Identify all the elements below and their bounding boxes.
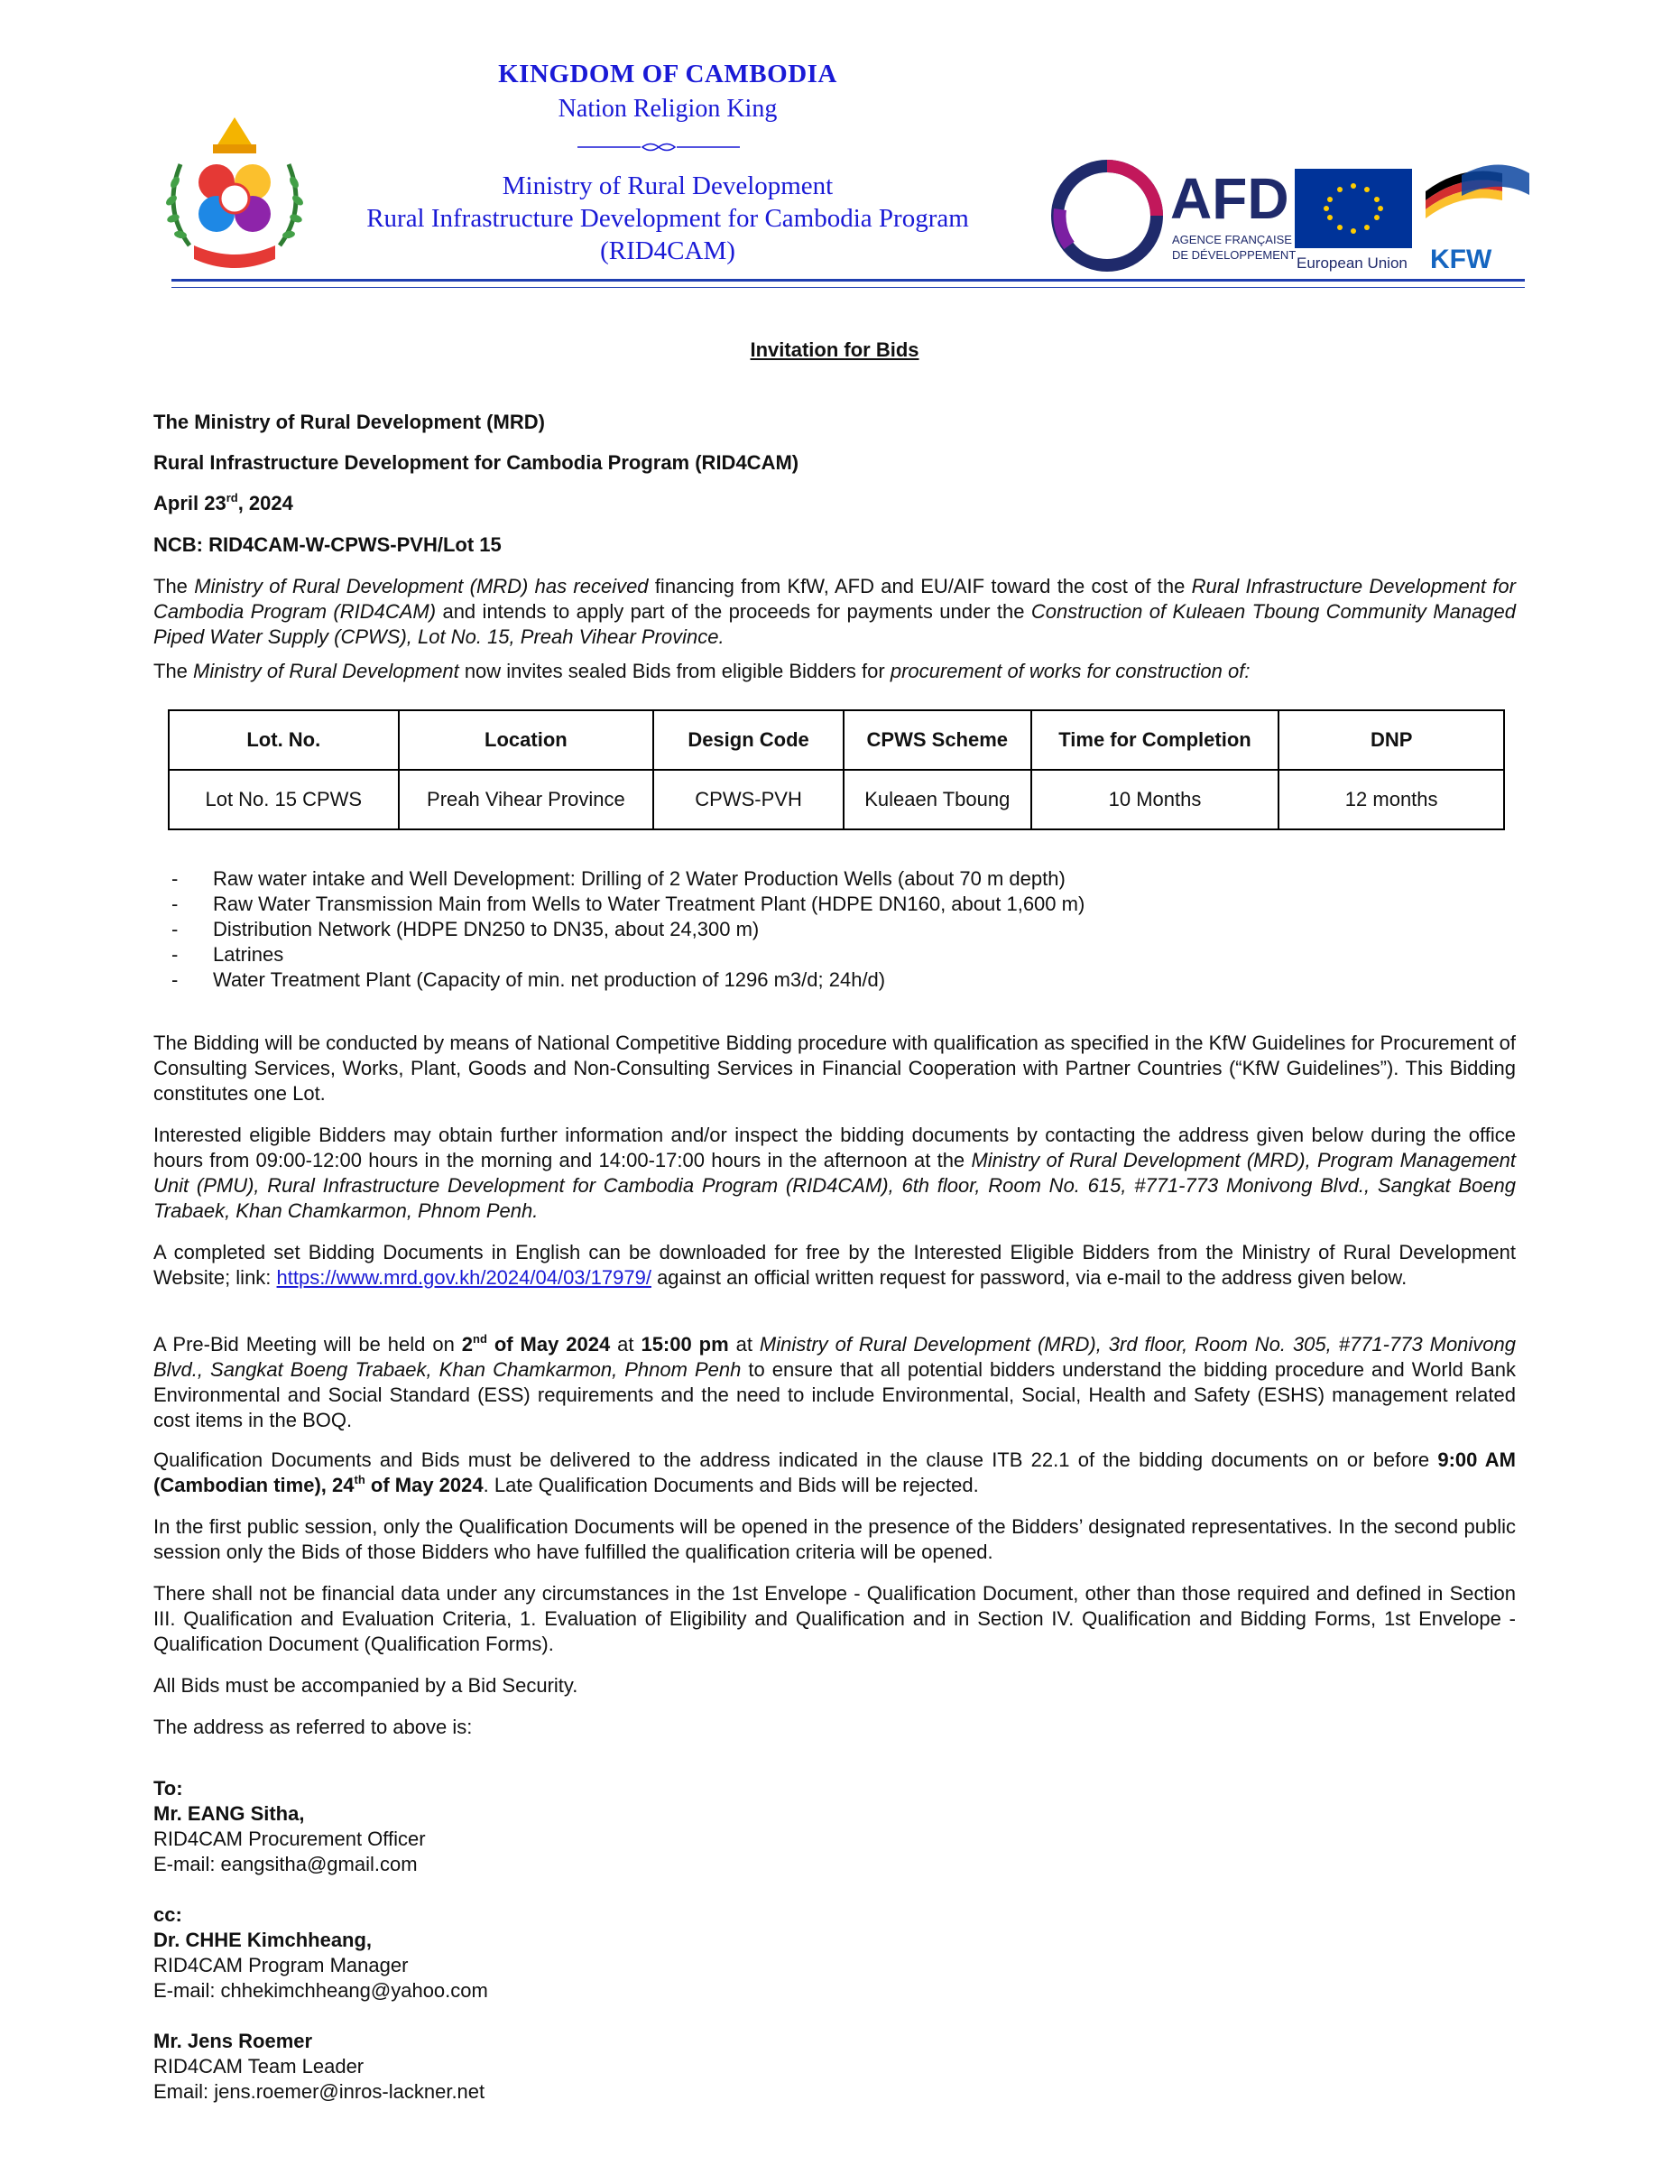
contact-role: RID4CAM Program Manager (153, 1954, 409, 1976)
afd-logo-subtitle-1: AGENCE FRANÇAISE (1172, 233, 1292, 246)
pre-bid-meeting-paragraph (153, 1332, 1516, 1433)
letterhead (0, 0, 1680, 298)
table-header-cell: Lot. No. (169, 710, 399, 770)
text-run: of May 2024 (365, 1474, 484, 1496)
eu-flag-logo (1295, 169, 1412, 248)
financial-data-paragraph: There shall not be financial data under any circumstances in the 1st Envelope - Qualification Document, other than those required and defined in Section III. Qualification and Evaluation Criteria, 1. Evaluation of Eligibility and Qualification and in Section IV. Qualification and Bidding Forms, 1st Envelope - Qualification Document (Qualification Forms). (153, 1582, 1516, 1655)
table-header-cell: DNP (1278, 710, 1504, 770)
text-run: A Pre-Bid Meeting will be held on (153, 1333, 462, 1356)
eu-logo-text: European Union (1297, 254, 1408, 272)
program-line: Rural Infrastructure Development for Cambodia Program (RID4CAM) (153, 451, 799, 474)
text-run: and intends to apply part of the proceeds for payments under the (436, 600, 1031, 623)
ministry-emblem-logo (153, 110, 316, 282)
contact-block (153, 1776, 488, 2130)
partner-logos (1051, 155, 1534, 277)
text-run: 15:00 pm (641, 1333, 729, 1356)
national-motto: Nation Religion King (558, 95, 778, 123)
date-suffix: rd (226, 491, 238, 504)
contact-role: RID4CAM Procurement Officer (153, 1828, 426, 1850)
bid-security-paragraph: All Bids must be accompanied by a Bid Security. (153, 1674, 578, 1697)
lot-table (168, 709, 1505, 830)
table-cell: 10 Months (1031, 770, 1279, 829)
ncb-reference: NCB: RID4CAM-W-CPWS-PVH/Lot 15 (153, 533, 502, 556)
text-run: Qualification Documents and Bids must be delivered to the address indicated in the clause ITB 22.1 of the bidding documents on or before (153, 1448, 1438, 1471)
date-year: , 2024 (237, 492, 293, 514)
text-run: 9:00 AM (Cambodian time), 24 (153, 1448, 1516, 1496)
table-header-cell: CPWS Scheme (844, 710, 1031, 770)
contact-name: Dr. CHHE Kimchheang, (153, 1929, 373, 1951)
text-run: A completed set Bidding Documents in English can be downloaded for free by the Interested Eligible Bidders from the Ministry of Rural Development Website; link: (153, 1241, 1516, 1289)
list-item: - Distribution Network (HDPE DN250 to DN35, about 24,300 m) (153, 917, 1085, 942)
text-run: at (610, 1333, 642, 1356)
text-run: Ministry of Rural Development (MRD) has received (194, 575, 649, 597)
deadline-paragraph (153, 1448, 1516, 1498)
download-paragraph (153, 1240, 1516, 1291)
cc-label: cc: (153, 1903, 182, 1926)
date-text: April 23 (153, 492, 226, 514)
text-run: Ministry of Rural Development (MRD), 3rd floor, Room No. 305, #771-773 Monivong Blvd., Sangkat Boeng Trabaek, Khan Chamkarmon, Phnom Penh (153, 1333, 1517, 1381)
list-item: - Raw water intake and Well Development: Drilling of 2 Water Production Wells (about 70 m depth) (153, 866, 1085, 892)
issuer-line: The Ministry of Rural Development (MRD) (153, 411, 545, 433)
works-list (153, 866, 1085, 993)
kingdom-heading (379, 60, 956, 124)
afd-logo-subtitle-2: DE DÉVELOPPEMENT (1172, 248, 1297, 262)
document-title: Invitation for Bids (750, 338, 919, 361)
table-cell: Kuleaen Tboung (844, 770, 1031, 829)
kfw-logo-text: KFW (1430, 245, 1492, 274)
inspection-paragraph (153, 1123, 1516, 1224)
contact-email: E-mail: chhekimchheang@yahoo.com (153, 1979, 488, 2002)
list-item: - Latrines (153, 942, 1085, 967)
text-run: Construction of Kuleaen Tboung Community Managed Piped Water Supply (CPWS), Lot No. 15, Preah Vihear Province. (153, 600, 1517, 648)
list-item: - Water Treatment Plant (Capacity of min. net production of 1296 m3/d; 24h/d) (153, 967, 1085, 993)
to-label: To: (153, 1777, 183, 1800)
contact-team-leader (153, 2029, 488, 2105)
afd-ring-logo (1057, 166, 1157, 265)
text-run: th (354, 1473, 365, 1486)
table-cell: CPWS-PVH (653, 770, 844, 829)
text-run: financing from KfW, AFD and EU/AIF toward the cost of the (648, 575, 1192, 597)
text-run: The (153, 575, 195, 597)
date-line (153, 491, 293, 516)
text-run: to ensure that all potential bidders understand the bidding procedure and World Bank Environmental and Social Standard (ESS) requirements and the need to include Environmental, Social, Health and Safety (ESHS) management related cost items in the BOQ. (153, 1358, 1516, 1431)
text-run: Ministry of Rural Development (193, 660, 459, 682)
list-item: - Raw Water Transmission Main from Wells to Water Treatment Plant (HDPE DN160, about 1,600 m) (153, 892, 1085, 917)
decorative-ornament-divider (577, 141, 740, 153)
contact-name: Mr. Jens Roemer (153, 2030, 313, 2052)
contact-cc (153, 1902, 488, 2004)
text-run: Ministry of Rural Development (MRD), Program Management Unit (PMU), Rural Infrastructure Development for Cambodia Program (RID4CAM), 6th floor, Room No. 615, #771-773 Monivong Blvd., Sangkat Boeng Trabaek, Khan Chamkarmon, Phnom Penh. (153, 1149, 1516, 1222)
text-run: at (728, 1333, 760, 1356)
table-header-cell: Design Code (653, 710, 844, 770)
bidding-procedure-paragraph: The Bidding will be conducted by means of National Competitive Bidding procedure with qualification as specified in the KfW Guidelines for Procurement of Consulting Services, Works, Plant, Goods and Non-Consulting Services in Financial Cooperation with Partner Countries (“KfW Guidelines”). This Bidding constitutes one Lot. (153, 1032, 1516, 1105)
program-abbreviation: (RID4CAM) (600, 236, 735, 265)
table-row (169, 770, 1504, 829)
ministry-heading (343, 170, 992, 267)
text-run: Interested eligible Bidders may obtain further information and/or inspect the bidding documents by contacting the address given below during the office hours from 09:00-12:00 hours in the morning and 14:00-17:00 hours in the afternoon at the (153, 1124, 1516, 1171)
afd-logo-text: AFD (1170, 166, 1289, 231)
contact-email: Email: jens.roemer@inros-lackner.net (153, 2080, 485, 2103)
table-header-row (169, 710, 1504, 770)
bidding-documents-link[interactable]: https://www.mrd.gov.kh/2024/04/03/17979/ (276, 1266, 651, 1289)
text-run: of May 2024 (486, 1333, 611, 1356)
invitation-paragraph (153, 659, 1516, 684)
contact-to (153, 1776, 488, 1877)
kfw-flag-logo (1426, 164, 1529, 218)
table-header-cell: Location (399, 710, 654, 770)
header-divider (171, 279, 1525, 288)
address-intro-paragraph: The address as referred to above is: (153, 1716, 473, 1738)
kingdom-title: KINGDOM OF CAMBODIA (498, 60, 837, 88)
financing-paragraph (153, 574, 1516, 650)
text-run: . Late Qualification Documents and Bids will be rejected. (483, 1474, 979, 1496)
public-session-paragraph: In the first public session, only the Qualification Documents will be opened in the presence of the Bidders’ designated representatives. In the second public session only the Bids of those Bidders who have fulfilled the qualification criteria will be opened. (153, 1515, 1516, 1563)
table-header-cell: Time for Completion (1031, 710, 1279, 770)
program-name: Rural Infrastructure Development for Cambodia Program (366, 204, 969, 233)
table-cell: Preah Vihear Province (399, 770, 654, 829)
table-cell: Lot No. 15 CPWS (169, 770, 399, 829)
text-run: now invites sealed Bids from eligible Bidders for (458, 660, 891, 682)
contact-name: Mr. EANG Sitha, (153, 1802, 305, 1825)
ministry-name: Ministry of Rural Development (502, 171, 834, 200)
text-run: nd (473, 1332, 487, 1346)
text-run: against an official written request for password, via e-mail to the address given below. (651, 1266, 1408, 1289)
contact-role: RID4CAM Team Leader (153, 2055, 365, 2078)
contact-email: E-mail: eangsitha@gmail.com (153, 1853, 418, 1875)
text-run: 2 (461, 1333, 473, 1356)
table-cell: 12 months (1278, 770, 1504, 829)
text-run: Rural Infrastructure Development for Cambodia Program (RID4CAM) (153, 575, 1516, 623)
text-run: The (153, 660, 194, 682)
text-run: procurement of works for construction of: (890, 660, 1251, 682)
